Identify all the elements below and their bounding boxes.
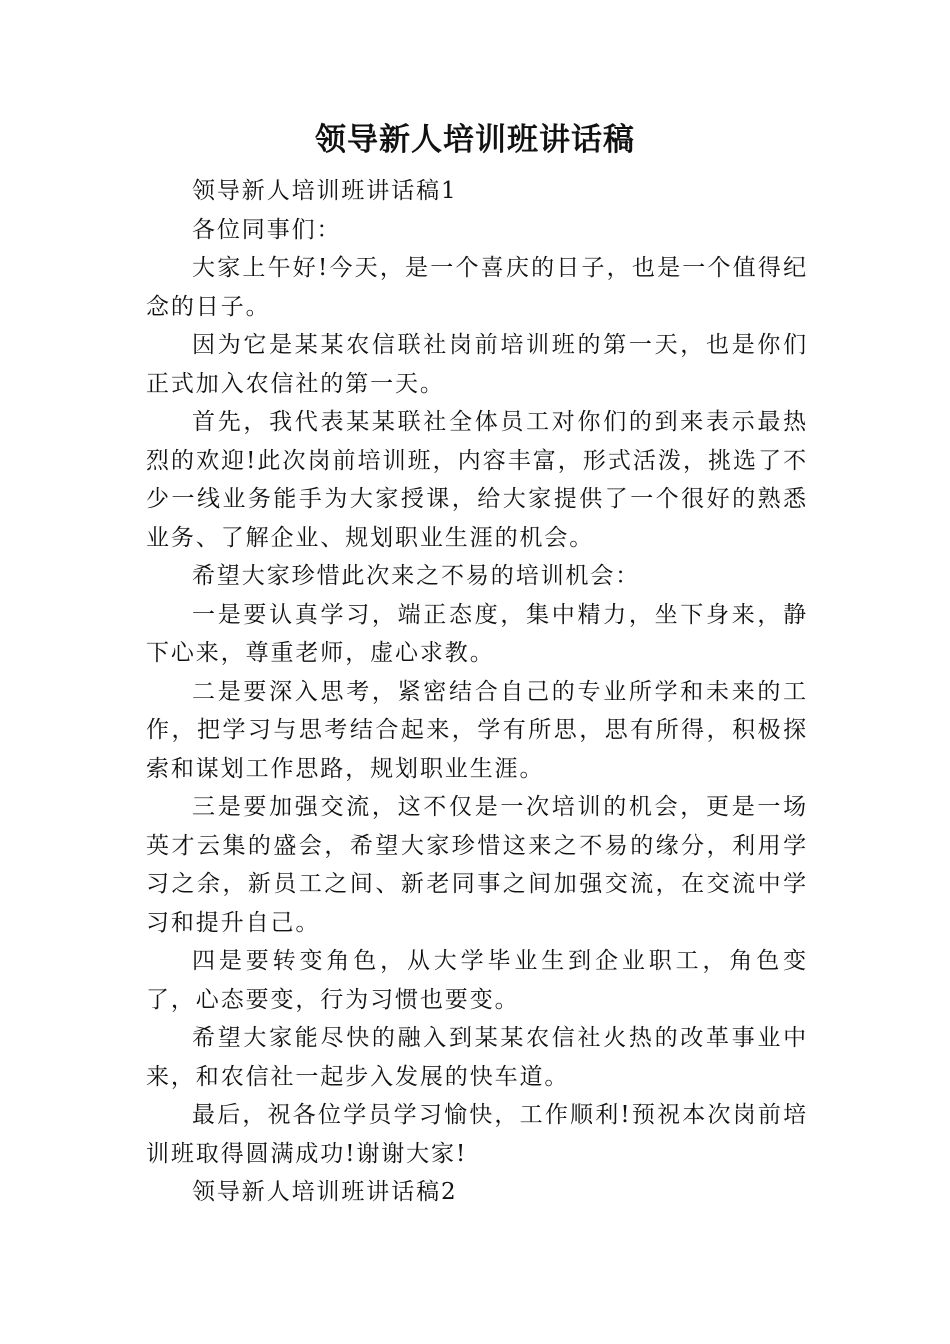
paragraph: 希望大家能尽快的融入到某某农信社火热的改革事业中来，和农信社一起步入发展的快车道。 — [146, 1025, 808, 1090]
paragraph: 希望大家珍惜此次来之不易的培训机会： — [192, 563, 641, 589]
paragraph: 一是要认真学习，端正态度，集中精力，坐下身来，静下心来，尊重老师，虚心求教。 — [146, 601, 808, 666]
section-heading-2: 领导新人培训班讲话稿2 — [192, 1179, 458, 1205]
paragraph: 四是要转变角色，从大学毕业生到企业职工，角色变了，心态要变，行为习惯也要变。 — [146, 948, 808, 1013]
paragraph: 大家上午好!今天，是一个喜庆的日子，也是一个值得纪念的日子。 — [146, 255, 808, 320]
paragraph: 最后，祝各位学员学习愉快，工作顺利!预祝本次岗前培训班取得圆满成功!谢谢大家! — [146, 1102, 808, 1167]
paragraph: 首先，我代表某某联社全体员工对你们的到来表示最热烈的欢迎!此次岗前培训班，内容丰富，形式活泼，挑选了不少一线业务能手为大家授课，给大家提供了一个很好的熟悉业务、了解企业、规划职业生涯的机会。 — [146, 409, 808, 551]
section-heading-1: 领导新人培训班讲话稿1 — [192, 178, 458, 204]
paragraph: 二是要深入思考，紧密结合自己的专业所学和未来的工作，把学习与思考结合起来，学有所思，思有所得，积极探索和谋划工作思路，规划职业生涯。 — [146, 678, 808, 782]
paragraph: 因为它是某某农信联社岗前培训班的第一天，也是你们正式加入农信社的第一天。 — [146, 332, 808, 397]
paragraph: 三是要加强交流，这不仅是一次培训的机会，更是一场英才云集的盛会，希望大家珍惜这来之不易的缘分，利用学习之余，新员工之间、新老同事之间加强交流，在交流中学习和提升自己。 — [146, 794, 808, 936]
salutation: 各位同事们： — [192, 216, 342, 243]
document-body — [146, 172, 808, 1212]
document-title: 领导新人培训班讲话稿 — [315, 122, 635, 158]
